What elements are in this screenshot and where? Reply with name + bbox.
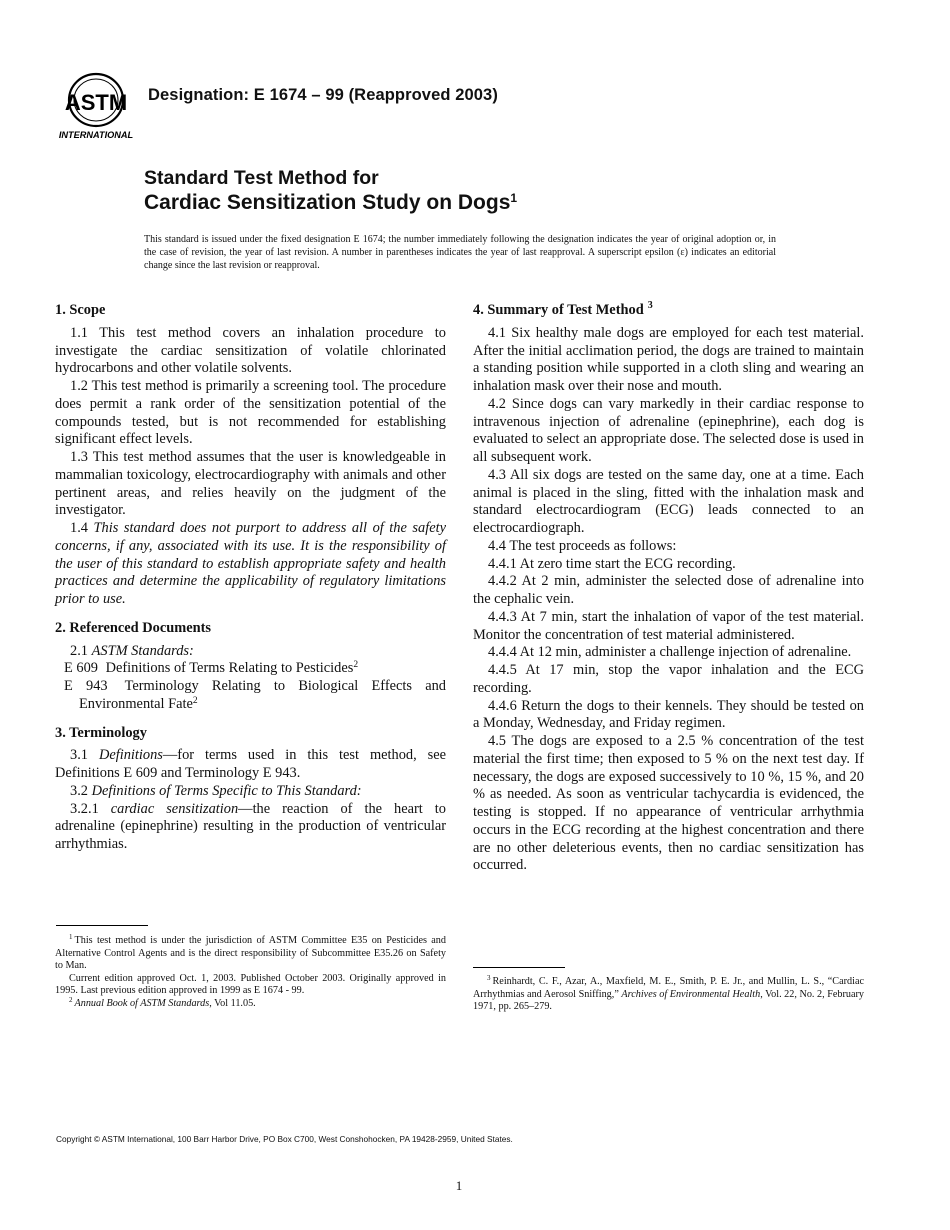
ref-code: E 943 bbox=[64, 678, 108, 694]
para-3-2-1-number: 3.2.1 bbox=[70, 800, 99, 817]
copyright: Copyright © ASTM International, 100 Barr Harbor Drive, PO Box C700, West Conshohocken, PA 19428-2959, United States. bbox=[56, 1134, 513, 1144]
section-4-heading bbox=[473, 302, 864, 320]
para-4-5: 4.5 The dogs are exposed to a 2.5 % concentration of the test material the first time; then exposed to 5 % on the next test day. If necessary, the dogs are exposed successively to 10 %, 15 %, and 20 % as needed. As soon as ventricular tachycardia is evidenced, the testing is stopped. If no appearance of ventricular arrhythmia occurs in the ECG recording at the highest concentration and there are no other deleterious events, then no cardiac sensitization has occurred. bbox=[473, 733, 864, 874]
para-4-4-5: 4.4.5 At 17 min, stop the vapor inhalation and the ECG recording. bbox=[473, 662, 864, 696]
page-number: 1 bbox=[455, 1178, 463, 1193]
astm-logo bbox=[56, 72, 136, 142]
para-3-1-number: 3.1 bbox=[70, 747, 88, 764]
ref-code: E 609 bbox=[64, 660, 98, 677]
para-3-2-number: 3.2 bbox=[70, 782, 88, 799]
ref-mark: 2 bbox=[192, 695, 198, 706]
para-2-1-label: ASTM Standards: bbox=[91, 642, 194, 659]
footnote-rule-right bbox=[473, 967, 565, 968]
section-3-heading: 3. Terminology bbox=[55, 724, 147, 741]
title-main: Cardiac Sensitization Study on Dogs bbox=[144, 191, 511, 214]
para-1-2: 1.2 This test method is primarily a screening tool. The procedure does permit a rank order of the sensitization potential of the compounds tested, but is not recommended for establishing significant effect levels. bbox=[55, 378, 446, 448]
ref-mark: 2 bbox=[353, 660, 359, 671]
para-1-3: 1.3 This test method assumes that the user is knowledgeable in mammalian toxicology, electrocardiography with animals and other pertinent areas, and relies heavily on the judgment of the investigator. bbox=[55, 449, 446, 519]
para-3-2-1-term: cardiac sensitization bbox=[110, 800, 239, 817]
para-4-2: 4.2 Since dogs can vary markedly in their cardiac response to intravenous injection of adrenaline (epinephrine), each dog is evaluated to select an appropriate dose. The selected dose is used in all subsequent work. bbox=[473, 395, 864, 465]
para-2-1-number: 2.1 bbox=[70, 642, 88, 659]
footnote-2-text: , Vol 11.05. bbox=[209, 997, 256, 1009]
para-3-2-1 bbox=[55, 801, 446, 854]
reference-e943 bbox=[55, 678, 446, 714]
para-4-4-3: 4.4.3 At 7 min, start the inhalation of vapor of the test material. Monitor the concentration of test material administered. bbox=[473, 608, 864, 643]
para-4-4-1: 4.4.1 At zero time start the ECG recording. bbox=[488, 555, 736, 572]
footnote-1-mark: 1 bbox=[69, 933, 73, 941]
footnote-2-mark: 2 bbox=[69, 995, 73, 1004]
title-line-1: Standard Test Method for bbox=[144, 167, 379, 189]
para-4-1: 4.1 Six healthy male dogs are employed for each test material. After the initial acclimation period, the dogs are trained to maintain a standing position while supported in a cloth sling and wearing an inhalation mask over their nose and mouth. bbox=[473, 324, 864, 394]
footnote-3-mark: 3 bbox=[487, 974, 491, 982]
section-4-footnote-mark: 3 bbox=[647, 300, 653, 311]
para-4-4-2: 4.4.2 At 2 min, administer the selected dose of adrenaline into the cephalic vein. bbox=[473, 573, 864, 607]
para-2-1 bbox=[55, 643, 446, 661]
left-column bbox=[55, 302, 446, 854]
para-1-1: 1.1 This test method covers an inhalation procedure to investigate the cardiac sensitization of volatile chlorinated hydrocarbons and other volatile solvents. bbox=[55, 324, 446, 377]
section-4-heading-text: 4. Summary of Test Method bbox=[473, 302, 644, 318]
para-4-4-6: 4.4.6 Return the dogs to their kennels. They should be tested on a Monday, Wednesday, and Friday regimen. bbox=[473, 697, 864, 732]
footnote-rule-left bbox=[56, 925, 148, 926]
footnotes-right bbox=[473, 976, 864, 1014]
footnote-1-text: This test method is under the jurisdiction of ASTM Committee E35 on Pesticides and Alternative Control Agents and is the direct responsibility of Subcommittee E35.26 on Safety to Man. bbox=[55, 935, 446, 971]
footnote-3-journal: Archives of Environmental Health bbox=[621, 988, 761, 1000]
para-1-4 bbox=[55, 520, 446, 609]
designation: Designation: E 1674 – 99 (Reapproved 2003) bbox=[148, 86, 498, 104]
section-2-heading: 2. Referenced Documents bbox=[55, 619, 211, 636]
logo-subtext: INTERNATIONAL bbox=[58, 130, 134, 140]
para-4-4: 4.4 The test proceeds as follows: bbox=[488, 537, 677, 554]
document-title bbox=[144, 166, 517, 215]
ref-title: Definitions of Terms Relating to Pesticides bbox=[105, 660, 354, 677]
footnote-1 bbox=[55, 935, 446, 973]
footnote-3 bbox=[473, 976, 864, 1014]
para-4-3: 4.3 All six dogs are tested on the same day, one at a time. Each animal is placed in the sling, fitted with the inhalation mask and standard electrocardiogram (ECG) leads connected to an electrocardiograph. bbox=[473, 466, 864, 536]
footnote-2-title: Annual Book of ASTM Standards bbox=[74, 997, 210, 1009]
issue-note: This standard is issued under the fixed designation E 1674; the number immediately following the designation indicates the year of original adoption or, in the case of revision, the year of last revision. A number in parentheses indicates the year of last reapproval. A superscript epsilon (ε) indicates an editorial change since the last revision or reapproval. bbox=[144, 234, 776, 271]
para-3-1-term: Definitions bbox=[98, 747, 163, 764]
ref-title: Terminology Relating to Biological Effects and Environmental Fate bbox=[79, 678, 446, 712]
logo-text: ASTM bbox=[64, 90, 128, 115]
footnote-2 bbox=[55, 995, 446, 1011]
footnote-1-current: Current edition approved Oct. 1, 2003. Published October 2003. Originally approved in 1995. Last previous edition approved in 1999 as E 1674 - 99. bbox=[55, 972, 446, 996]
title-line-2 bbox=[144, 190, 517, 215]
para-1-4-number: 1.4 bbox=[70, 520, 88, 536]
footnotes-left bbox=[55, 935, 446, 1010]
footnote-3-text: Reinhardt, C. F., Azar, A., Maxfield, M. E., Smith, P. E. Jr., and Mullin, L. S., “Cardiac Arrhythmias and Aerosol Sniffing,” bbox=[473, 976, 864, 1000]
footnote-3-rest: , Vol. 22, No. 2, February 1971, pp. 265–279. bbox=[473, 988, 864, 1012]
title-footnote-mark: 1 bbox=[510, 191, 518, 205]
right-column bbox=[473, 302, 864, 875]
section-1-heading: 1. Scope bbox=[55, 302, 106, 318]
reference-e609 bbox=[55, 660, 446, 678]
para-3-1-text: —for terms used in this test method, see Definitions E 609 and Terminology E 943. bbox=[55, 747, 446, 781]
para-3-1 bbox=[55, 747, 446, 783]
para-4-4-4: 4.4.4 At 12 min, administer a challenge injection of adrenaline. bbox=[488, 644, 852, 661]
para-3-2 bbox=[55, 783, 446, 801]
para-3-2-label: Definitions of Terms Specific to This Standard: bbox=[91, 782, 362, 799]
para-3-2-1-text: —the reaction of the heart to adrenaline (epinephrine) resulting in the production of ventricular arrhythmias. bbox=[55, 800, 446, 852]
para-1-4-text: This standard does not purport to address all of the safety concerns, if any, associated with its use. It is the responsibility of the user of this standard to establish appropriate safety and health practices and determine the applicability of regulatory limitations prior to use. bbox=[55, 520, 446, 607]
